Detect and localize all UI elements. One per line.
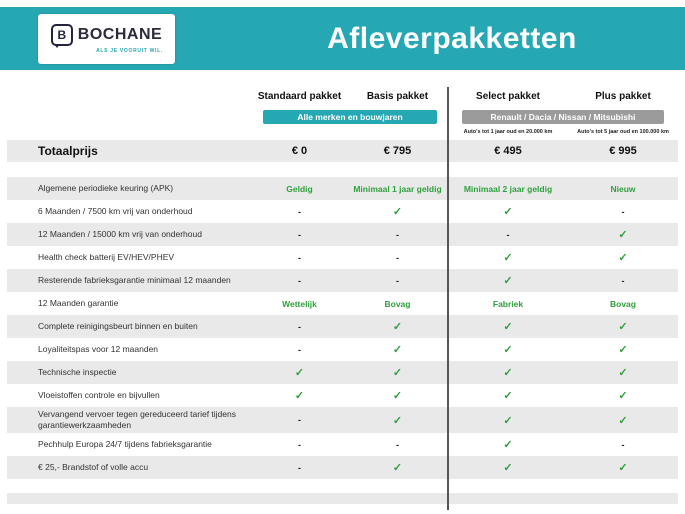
feature-label: Algemene periodieke keuring (APK) [38, 182, 174, 193]
feature-row [7, 384, 678, 407]
total-price-row [7, 140, 678, 162]
check-icon: ✓ [618, 344, 628, 356]
dash-mark: - [621, 275, 625, 286]
dash-mark: - [298, 321, 301, 332]
column-header-standaard: Standaard pakket [257, 90, 342, 102]
feature-label: 12 Maanden / 15000 km vrij van onderhoud [38, 228, 202, 239]
check-icon: ✓ [503, 462, 513, 475]
app-header [0, 7, 685, 70]
dash-mark: - [298, 252, 301, 263]
badge-merken-select-plus: Renault / Dacia / Nissan / Mitsubishi [462, 110, 664, 124]
dash-mark: - [298, 229, 301, 240]
footer-strip [7, 493, 678, 504]
dash-mark: - [298, 344, 301, 355]
check-icon: ✓ [618, 321, 628, 333]
badge-alle-merken: Alle merken en bouwjaren [263, 110, 437, 124]
check-icon: ✓ [392, 344, 403, 356]
feature-label: Resterende fabrieksgarantie minimaal 12 maanden [38, 274, 231, 285]
feature-value-text: Wettelijk [282, 298, 317, 309]
logo-row [51, 24, 162, 46]
check-icon: ✓ [392, 367, 403, 379]
column-header-basis: Basis pakket [366, 90, 429, 102]
logo-brand-text: BOCHANE [77, 25, 163, 43]
column-header-select: Select pakket [476, 90, 540, 102]
feature-row [7, 269, 678, 292]
feature-row [7, 246, 678, 269]
check-icon: ✓ [503, 344, 513, 356]
dash-mark: - [396, 275, 399, 286]
check-icon: ✓ [503, 252, 513, 264]
feature-value-text: Minimaal 1 jaar geldig [353, 183, 442, 194]
dash-mark: - [621, 206, 625, 217]
price-plus: € 995 [609, 145, 637, 157]
check-icon: ✓ [392, 206, 403, 218]
dash-mark: - [396, 439, 399, 450]
check-icon: ✓ [503, 414, 513, 427]
feature-row [7, 361, 678, 384]
feature-value-text: Bovag [384, 298, 411, 309]
dash-mark: - [298, 439, 301, 450]
total-price-label: Totaalprijs [38, 144, 98, 158]
package-column-headers [7, 85, 678, 107]
check-icon: ✓ [294, 367, 305, 379]
feature-label: Health check batterij EV/HEV/PHEV [38, 251, 175, 262]
feature-row [7, 407, 678, 433]
feature-value-text: Fabriek [492, 298, 524, 309]
feature-value-text: Geldig [286, 183, 313, 194]
dash-mark: - [298, 462, 301, 473]
subnote-plus: Auto's tot 5 jaar oud en 100.000 km [577, 128, 669, 135]
check-icon: ✓ [618, 367, 628, 379]
feature-label: 12 Maanden garantie [38, 297, 119, 308]
dash-mark: - [298, 206, 301, 217]
feature-label: Loyaliteitspas voor 12 maanden [38, 343, 159, 354]
check-icon: ✓ [618, 414, 628, 427]
feature-label: 6 Maanden / 7500 km vrij van onderhoud [38, 205, 193, 216]
check-icon: ✓ [503, 439, 513, 452]
feature-row [7, 177, 678, 200]
feature-rows [7, 177, 678, 479]
dash-mark: - [396, 229, 399, 240]
dash-mark: - [506, 229, 510, 240]
check-icon: ✓ [618, 462, 628, 475]
feature-value-text: Minimaal 2 jaar geldig [463, 183, 553, 194]
feature-row [7, 292, 678, 315]
feature-row [7, 433, 678, 456]
feature-label: € 25,- Brandstof of volle accu [38, 462, 149, 473]
feature-row [7, 456, 678, 479]
page-title: Afleverpakketten [327, 21, 577, 55]
check-icon: ✓ [618, 229, 628, 241]
price-select: € 495 [494, 145, 522, 157]
feature-value-text: Nieuw [610, 183, 636, 194]
feature-value-text: Bovag [610, 298, 636, 309]
price-basis: € 795 [383, 145, 412, 157]
feature-label: Technische inspectie [38, 366, 117, 377]
feature-label: Vloeistoffen controle en bijvullen [38, 389, 160, 400]
package-comparison-table [7, 85, 678, 504]
check-icon: ✓ [618, 390, 628, 402]
check-icon: ✓ [503, 367, 513, 379]
feature-row [7, 338, 678, 361]
check-icon: ✓ [503, 321, 513, 333]
price-standaard: € 0 [291, 145, 308, 157]
dash-mark: - [621, 439, 625, 450]
feature-label: Vervangend vervoer tegen gereduceerd tarief tijdens garantiewerkzaamheden [38, 409, 236, 431]
logo-tagline: ALS JE VOORUIT WIL. [96, 47, 163, 54]
check-icon: ✓ [503, 390, 513, 402]
subnote-select: Auto's tot 1 jaar oud en 20.000 km [463, 128, 553, 135]
feature-label: Pechhulp Europa 24/7 tijdens fabrieksgarantie [38, 439, 212, 450]
feature-row [7, 223, 678, 246]
feature-row [7, 315, 678, 338]
check-icon: ✓ [392, 390, 403, 402]
column-header-plus: Plus pakket [595, 90, 651, 102]
table-spacer [7, 162, 678, 177]
check-icon: ✓ [618, 252, 628, 264]
group-badges-row [7, 109, 678, 125]
dash-mark: - [396, 252, 399, 263]
check-icon: ✓ [392, 321, 403, 333]
feature-label: Complete reinigingsbeurt binnen en buiten [38, 320, 198, 331]
bochane-b-icon: B [51, 24, 73, 46]
check-icon: ✓ [503, 206, 513, 218]
check-icon: ✓ [392, 414, 403, 427]
check-icon: ✓ [294, 390, 305, 402]
check-icon: ✓ [392, 462, 403, 475]
bochane-logo [38, 14, 175, 64]
subnotes-row [7, 125, 678, 138]
column-group-divider [447, 87, 449, 510]
dash-mark: - [298, 415, 301, 426]
feature-row [7, 200, 678, 223]
dash-mark: - [298, 275, 301, 286]
check-icon: ✓ [503, 275, 513, 287]
